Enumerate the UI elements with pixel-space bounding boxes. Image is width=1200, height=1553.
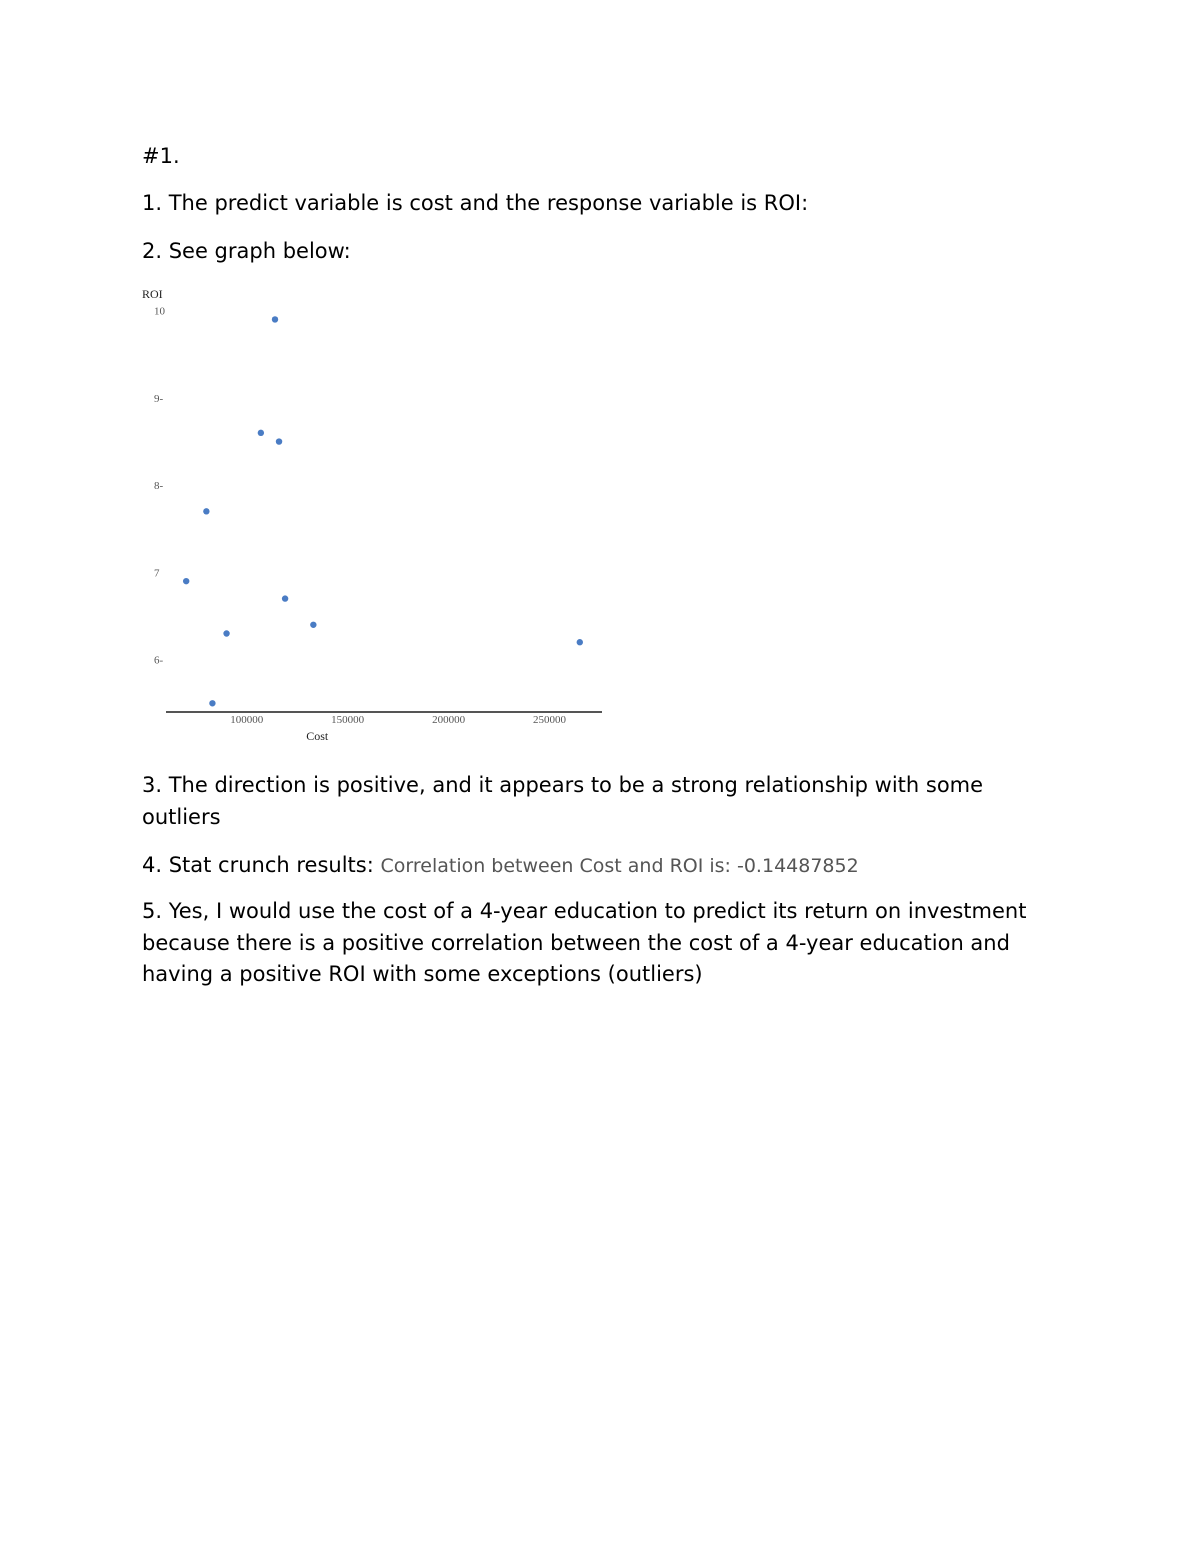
y-tick-label: 10 — [154, 305, 165, 318]
section-heading: #1. — [142, 144, 180, 168]
x-tick-label: 100000 — [230, 714, 264, 726]
y-tick-label: 7 — [154, 567, 160, 580]
data-point — [203, 508, 209, 514]
x-tick-label: 250000 — [533, 714, 567, 726]
x-tick-label: 200000 — [432, 714, 466, 726]
data-point — [258, 430, 264, 436]
data-point — [209, 700, 215, 706]
data-point — [272, 316, 278, 322]
data-point — [183, 578, 189, 584]
x-tick-label: 150000 — [331, 714, 365, 726]
data-point — [223, 630, 229, 636]
answer-2: 2. See graph below: — [142, 239, 351, 263]
data-point — [276, 438, 282, 444]
y-axis-title: ROI — [142, 287, 163, 301]
answer-5: 5. Yes, I would use the cost of a 4-year education to predict its return on investment because there is a positive correlation between the cost of a 4-year education and having a positive ROI with some exceptions (outliers) — [142, 899, 1027, 986]
answer-4 — [142, 849, 1042, 882]
data-point — [577, 639, 583, 645]
x-axis-title: Cost — [306, 729, 329, 743]
y-tick-label: 8- — [154, 480, 164, 493]
answer-4-label: 4. Stat crunch results: — [142, 853, 374, 877]
correlation-result: Correlation between Cost and ROI is: -0.14487852 — [380, 855, 859, 877]
y-tick-label: 6- — [154, 654, 164, 667]
answer-3: 3. The direction is positive, and it appears to be a strong relationship with some outliers — [142, 773, 984, 829]
roi-cost-scatter-chart — [138, 284, 618, 744]
data-point — [282, 595, 288, 601]
answer-1: 1. The predict variable is cost and the response variable is ROI: — [142, 191, 809, 215]
y-tick-label: 9- — [154, 392, 164, 405]
data-point — [310, 622, 316, 628]
